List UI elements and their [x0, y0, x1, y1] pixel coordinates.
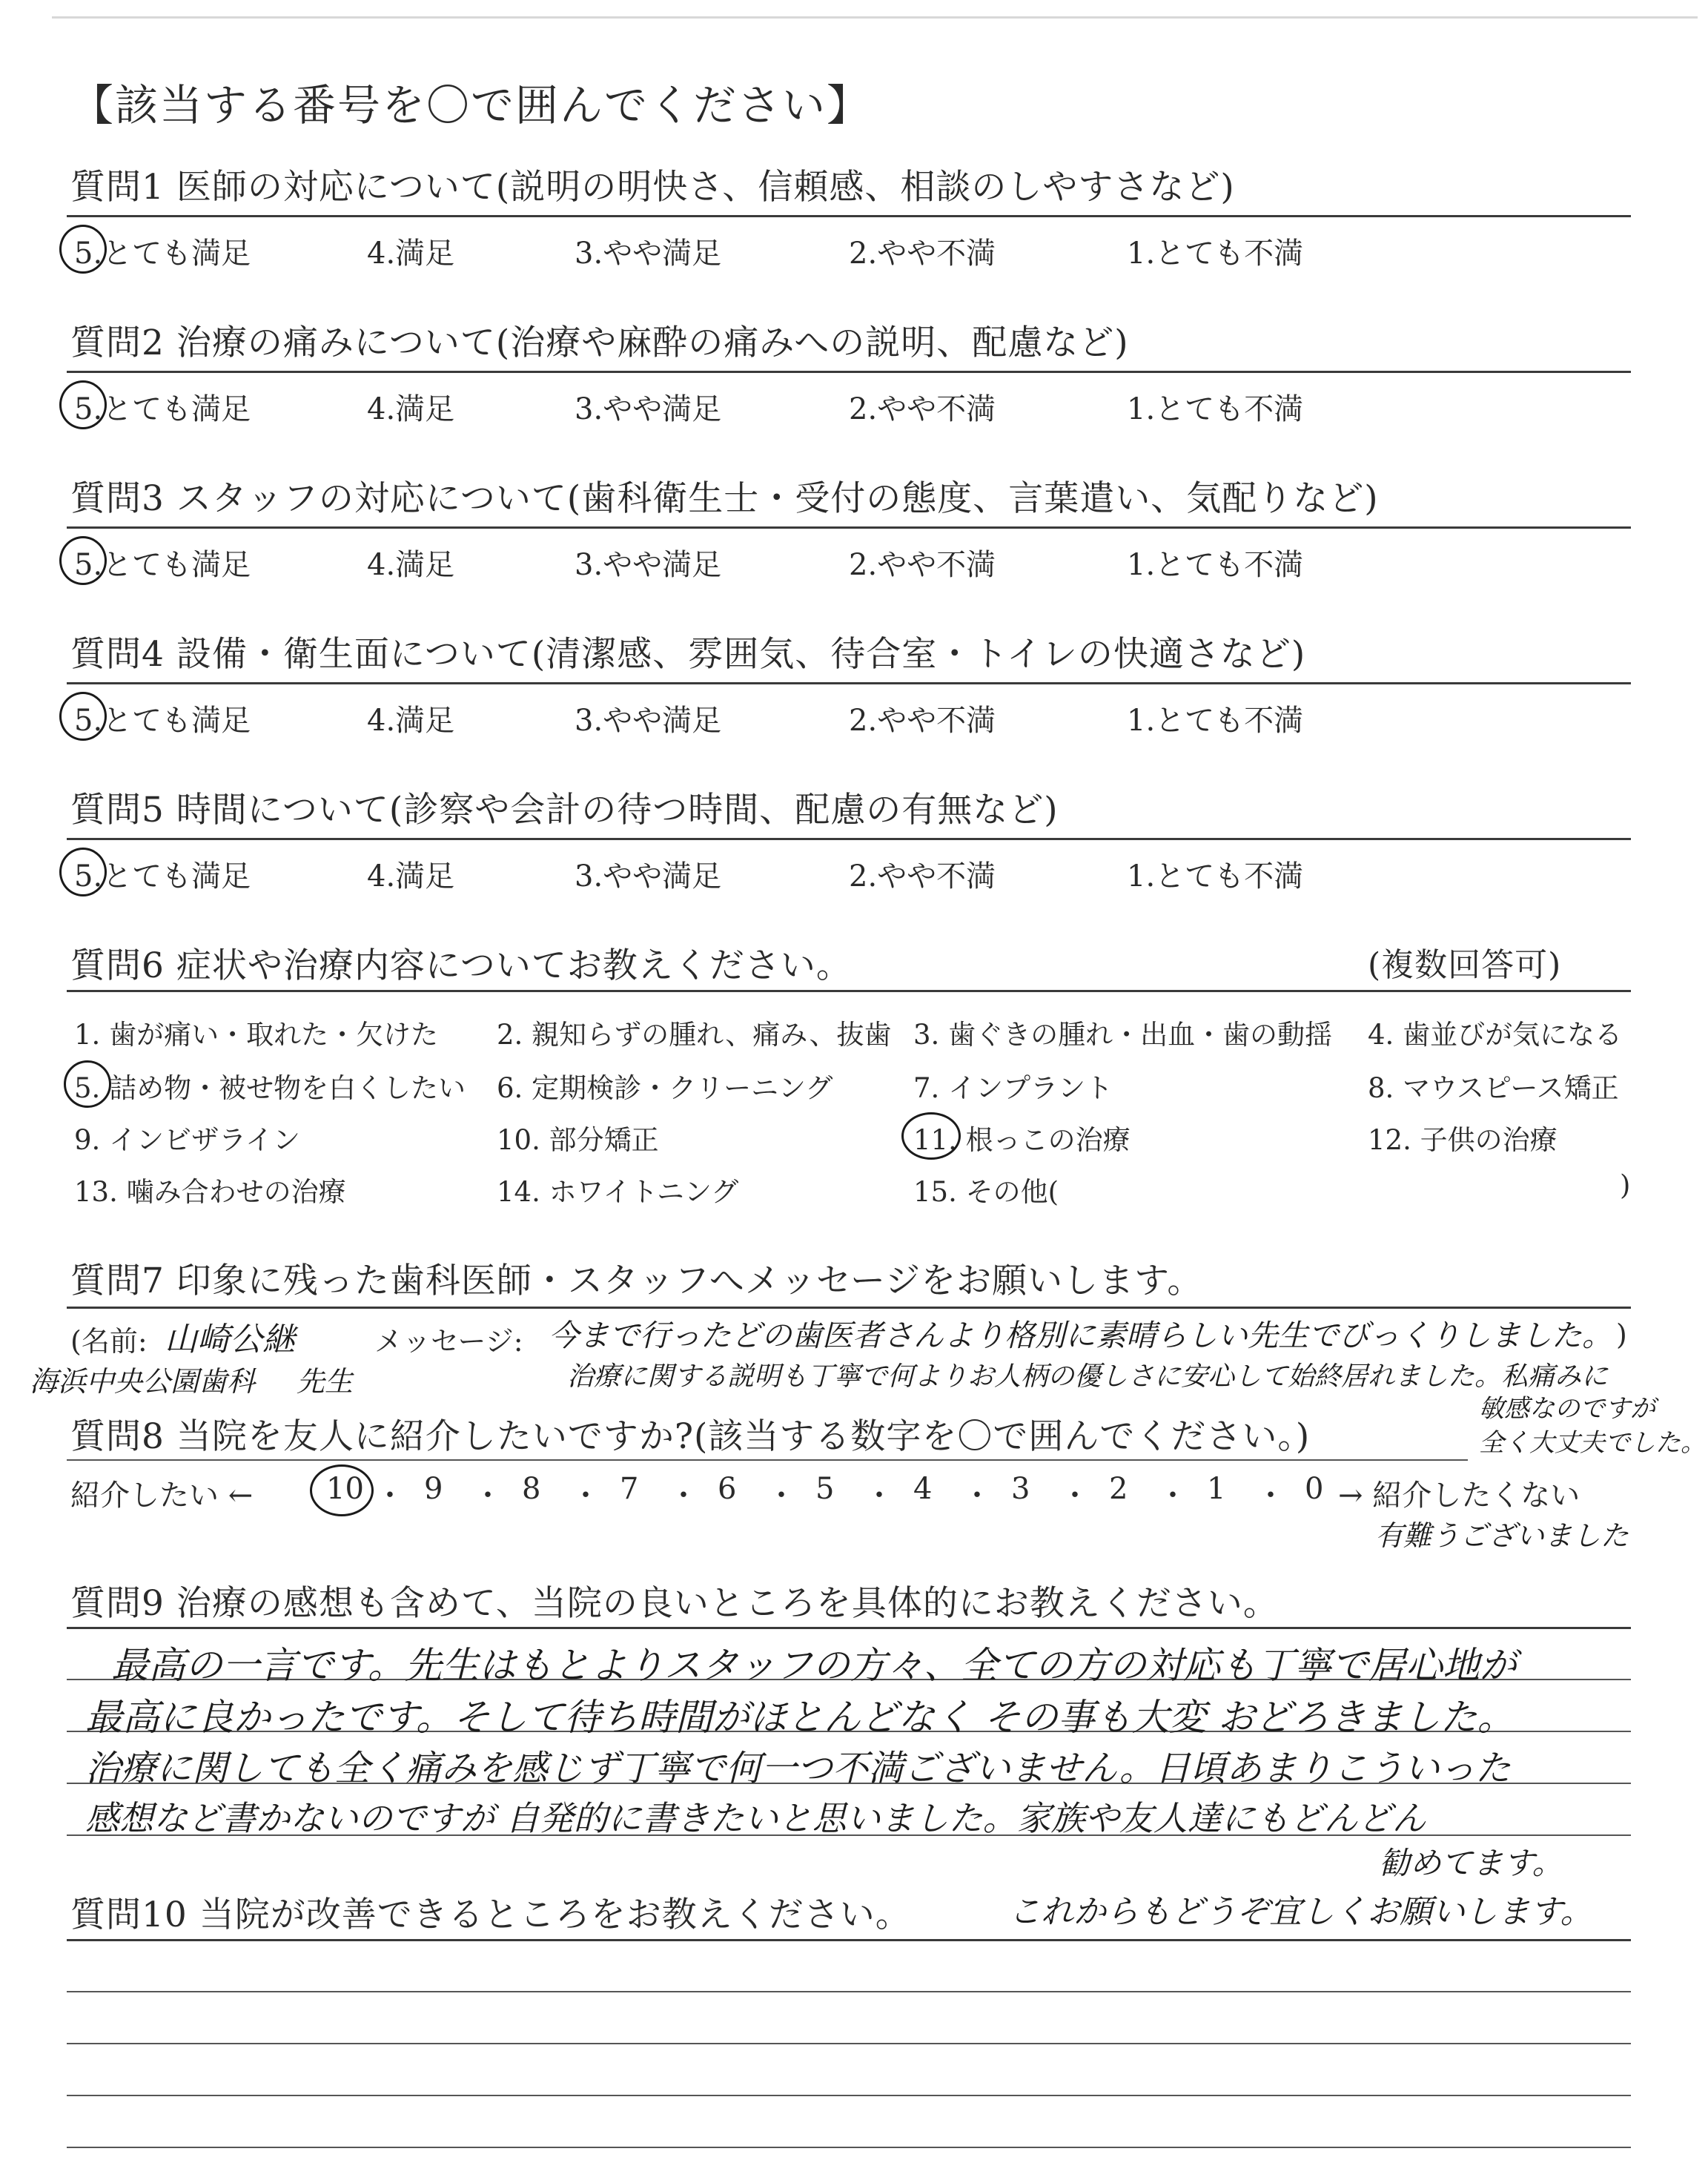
q3-option[interactable]: 5.とても満足: [74, 548, 251, 582]
q1-rule: [67, 215, 1631, 217]
q8-scale-number[interactable]: 3: [1011, 1472, 1030, 1506]
q8-scale-dot: ・: [962, 1479, 992, 1513]
q8-scale-dot: ・: [767, 1479, 796, 1513]
q1-option[interactable]: 4.満足: [367, 237, 455, 271]
q6-option[interactable]: 4. 歯並びが気になる: [1368, 1019, 1623, 1051]
q6-option[interactable]: 13. 噛み合わせの治療: [74, 1176, 346, 1208]
q3-option[interactable]: 4.満足: [367, 548, 455, 582]
q8-scale-number[interactable]: 8: [522, 1472, 541, 1506]
q1-selected-circle: [59, 225, 107, 274]
q5-selected-circle: [59, 848, 107, 896]
q4-rule: [67, 682, 1631, 684]
q7-handwritten-name: 山崎公継: [165, 1321, 295, 1358]
q9-title: 質問9 治療の感想も含めて、当院の良いところを具体的にお教えください。: [70, 1583, 1279, 1624]
q5-option[interactable]: 2.やや不満: [849, 859, 996, 894]
q5-option[interactable]: 3.やや満足: [575, 859, 722, 894]
q7-message-label: メッセージ:: [374, 1325, 523, 1358]
q8-scale-number[interactable]: 10: [326, 1472, 364, 1506]
q4-option[interactable]: 2.やや不満: [849, 704, 996, 738]
q8-scale-dot: ・: [864, 1479, 894, 1513]
q3-option[interactable]: 1.とても不満: [1127, 548, 1304, 582]
q2-option[interactable]: 1.とても不満: [1127, 392, 1304, 426]
q6-rule: [67, 990, 1631, 992]
q5-option[interactable]: 5.とても満足: [74, 859, 251, 894]
q6-option[interactable]: 5. 詰め物・被せ物を白くしたい: [74, 1072, 466, 1104]
q6-option[interactable]: 7. インプラント: [913, 1072, 1113, 1104]
q3-option[interactable]: 2.やや不満: [849, 548, 996, 582]
q5-title: 質問5 時間について(診察や会計の待つ時間、配慮の有無など): [70, 790, 1059, 830]
q7-title: 質問7 印象に残った歯科医師・スタッフへメッセージをお願いします。: [70, 1261, 1203, 1301]
q6-title: 質問6 症状や治療内容についてお教えください。: [70, 945, 852, 986]
instruction-header: 【該当する番号を〇で囲んでください】: [70, 80, 872, 131]
q8-scale-number[interactable]: 0: [1305, 1472, 1324, 1506]
q8-scale-dot: ・: [1158, 1479, 1188, 1513]
q8-scale-dot: ・: [571, 1479, 600, 1513]
q9-handwritten-line: 最高の一言です。先生はもとよりスタッフの方々、全ての方の対応も丁寧で居心地が: [111, 1644, 1517, 1687]
q5-rule: [67, 838, 1631, 840]
q8-scale-dot: ・: [669, 1479, 698, 1513]
q1-option[interactable]: 5.とても満足: [74, 237, 251, 271]
q6-option[interactable]: 10. 部分矯正: [497, 1124, 659, 1156]
q8-scale-number[interactable]: 4: [913, 1472, 933, 1506]
q10-line: [67, 2095, 1631, 2096]
q9-rule: [67, 1627, 1631, 1629]
q8-rule: [67, 1459, 1468, 1461]
q7-handwritten-sensei: 先生: [297, 1365, 354, 1398]
q9-handwritten-line: 最高に良かったです。そして待ち時間がほとんどなく その事も大変 おどろきました。: [85, 1696, 1515, 1739]
q5-option[interactable]: 4.満足: [367, 859, 455, 894]
q8-scale-number[interactable]: 2: [1109, 1472, 1128, 1506]
q8-scale-number[interactable]: 6: [718, 1472, 737, 1506]
q4-title: 質問4 設備・衛生面について(清潔感、雰囲気、待合室・トイレの快適さなど): [70, 634, 1306, 675]
q10-line: [67, 2147, 1631, 2148]
q10-line: [67, 2043, 1631, 2044]
q8-right-label: → 紹介したくない: [1338, 1479, 1580, 1513]
q8-selected-circle: [310, 1464, 374, 1516]
q8-scale-dot: ・: [1060, 1479, 1090, 1513]
q2-rule: [67, 371, 1631, 373]
q8-scale-dot: ・: [473, 1479, 503, 1513]
q1-option[interactable]: 3.やや満足: [575, 237, 722, 271]
q1-option[interactable]: 2.やや不満: [849, 237, 996, 271]
q2-option[interactable]: 4.満足: [367, 392, 455, 426]
page-top-border: [52, 16, 1698, 19]
q4-option[interactable]: 5.とても満足: [74, 704, 251, 738]
q6-multiple-note: (複数回答可): [1368, 946, 1562, 984]
q6-option[interactable]: 15. その他(: [913, 1176, 1059, 1208]
q7-handwritten-clinic: 海浜中央公園歯科: [30, 1365, 256, 1398]
q6-option[interactable]: 8. マウスピース矯正: [1368, 1072, 1619, 1104]
q6-option[interactable]: 12. 子供の治療: [1368, 1124, 1558, 1156]
q10-rule: [67, 1939, 1631, 1941]
q6-option[interactable]: 11. 根っこの治療: [913, 1124, 1131, 1156]
q3-rule: [67, 526, 1631, 529]
q7-close-paren: ): [1616, 1318, 1627, 1351]
q9-handwritten-extra: 勧めてます。: [1379, 1845, 1563, 1881]
q2-option[interactable]: 2.やや不満: [849, 392, 996, 426]
q2-title: 質問2 治療の痛みについて(治療や麻酔の痛みへの説明、配慮など): [70, 323, 1129, 363]
q2-selected-circle: [59, 380, 107, 429]
q7-rule: [67, 1307, 1631, 1309]
q8-title: 質問8 当院を友人に紹介したいですか?(該当する数字を〇で囲んでください。): [70, 1416, 1311, 1457]
q6-selected-circle-5: [64, 1060, 111, 1108]
q2-option[interactable]: 3.やや満足: [575, 392, 722, 426]
q6-option[interactable]: 9. インビザライン: [74, 1124, 300, 1156]
q8-handwritten-thanks: 有難うございました: [1375, 1519, 1629, 1552]
q10-title: 質問10 当院が改善できるところをお教えください。: [70, 1895, 911, 1935]
q4-option[interactable]: 3.やや満足: [575, 704, 722, 738]
q8-scale-number[interactable]: 7: [620, 1472, 639, 1506]
q5-option[interactable]: 1.とても不満: [1127, 859, 1304, 894]
q7-handwritten-message: 治療に関する説明も丁寧で何よりお人柄の優しさに安心して始終居れました。私痛みに: [567, 1361, 1609, 1392]
q8-scale-dot: ・: [375, 1479, 405, 1513]
q10-handwritten-answer: これからもどうぞ宜しくお願いします。: [1008, 1893, 1593, 1931]
q7-name-label: (名前:: [70, 1325, 148, 1358]
q8-scale-number[interactable]: 9: [424, 1472, 443, 1506]
q1-option[interactable]: 1.とても不満: [1127, 237, 1304, 271]
q4-option[interactable]: 1.とても不満: [1127, 704, 1304, 738]
q6-option[interactable]: 1. 歯が痛い・取れた・欠けた: [74, 1019, 439, 1051]
q6-option-close: ): [1620, 1169, 1631, 1201]
q1-title: 質問1 医師の対応について(説明の明快さ、信頼感、相談のしやすさなど): [70, 167, 1235, 208]
q8-left-label: 紹介したい ←: [70, 1479, 254, 1513]
q10-line: [67, 1991, 1631, 1992]
q8-scale-dot: ・: [1256, 1479, 1285, 1513]
q6-option[interactable]: 3. 歯ぐきの腫れ・出血・歯の動揺: [913, 1019, 1333, 1051]
q7-handwritten-message: 全く大丈夫でした。: [1479, 1428, 1706, 1458]
q4-selected-circle: [59, 692, 107, 741]
q2-option[interactable]: 5.とても満足: [74, 392, 251, 426]
q8-scale-number[interactable]: 5: [815, 1472, 835, 1506]
q6-option[interactable]: 6. 定期検診・クリーニング: [497, 1072, 833, 1104]
q4-option[interactable]: 4.満足: [367, 704, 455, 738]
q3-option[interactable]: 3.やや満足: [575, 548, 722, 582]
q3-title: 質問3 スタッフの対応について(歯科衛生士・受付の態度、言葉遣い、気配りなど): [70, 478, 1379, 519]
q6-option[interactable]: 14. ホワイトニング: [497, 1176, 739, 1208]
q7-handwritten-message: 敏感なのですが: [1479, 1394, 1655, 1424]
q9-handwritten-line: 治療に関しても全く痛みを感じず丁寧で何一つ不満ございません。日頃あまりこういった: [85, 1748, 1511, 1789]
q9-handwritten-line: 感想など書かないのですが 自発的に書きたいと思いました。家族や友人達にもどんどん: [85, 1798, 1426, 1838]
q8-scale-number[interactable]: 1: [1207, 1472, 1226, 1506]
q3-selected-circle: [59, 536, 107, 585]
q6-selected-circle-11: [901, 1112, 961, 1160]
q7-handwritten-message: 今まで行ったどの歯医者さんより格別に素晴らしい先生でびっくりしました。: [549, 1318, 1612, 1353]
q6-option[interactable]: 2. 親知らずの腫れ、痛み、抜歯: [497, 1019, 892, 1051]
